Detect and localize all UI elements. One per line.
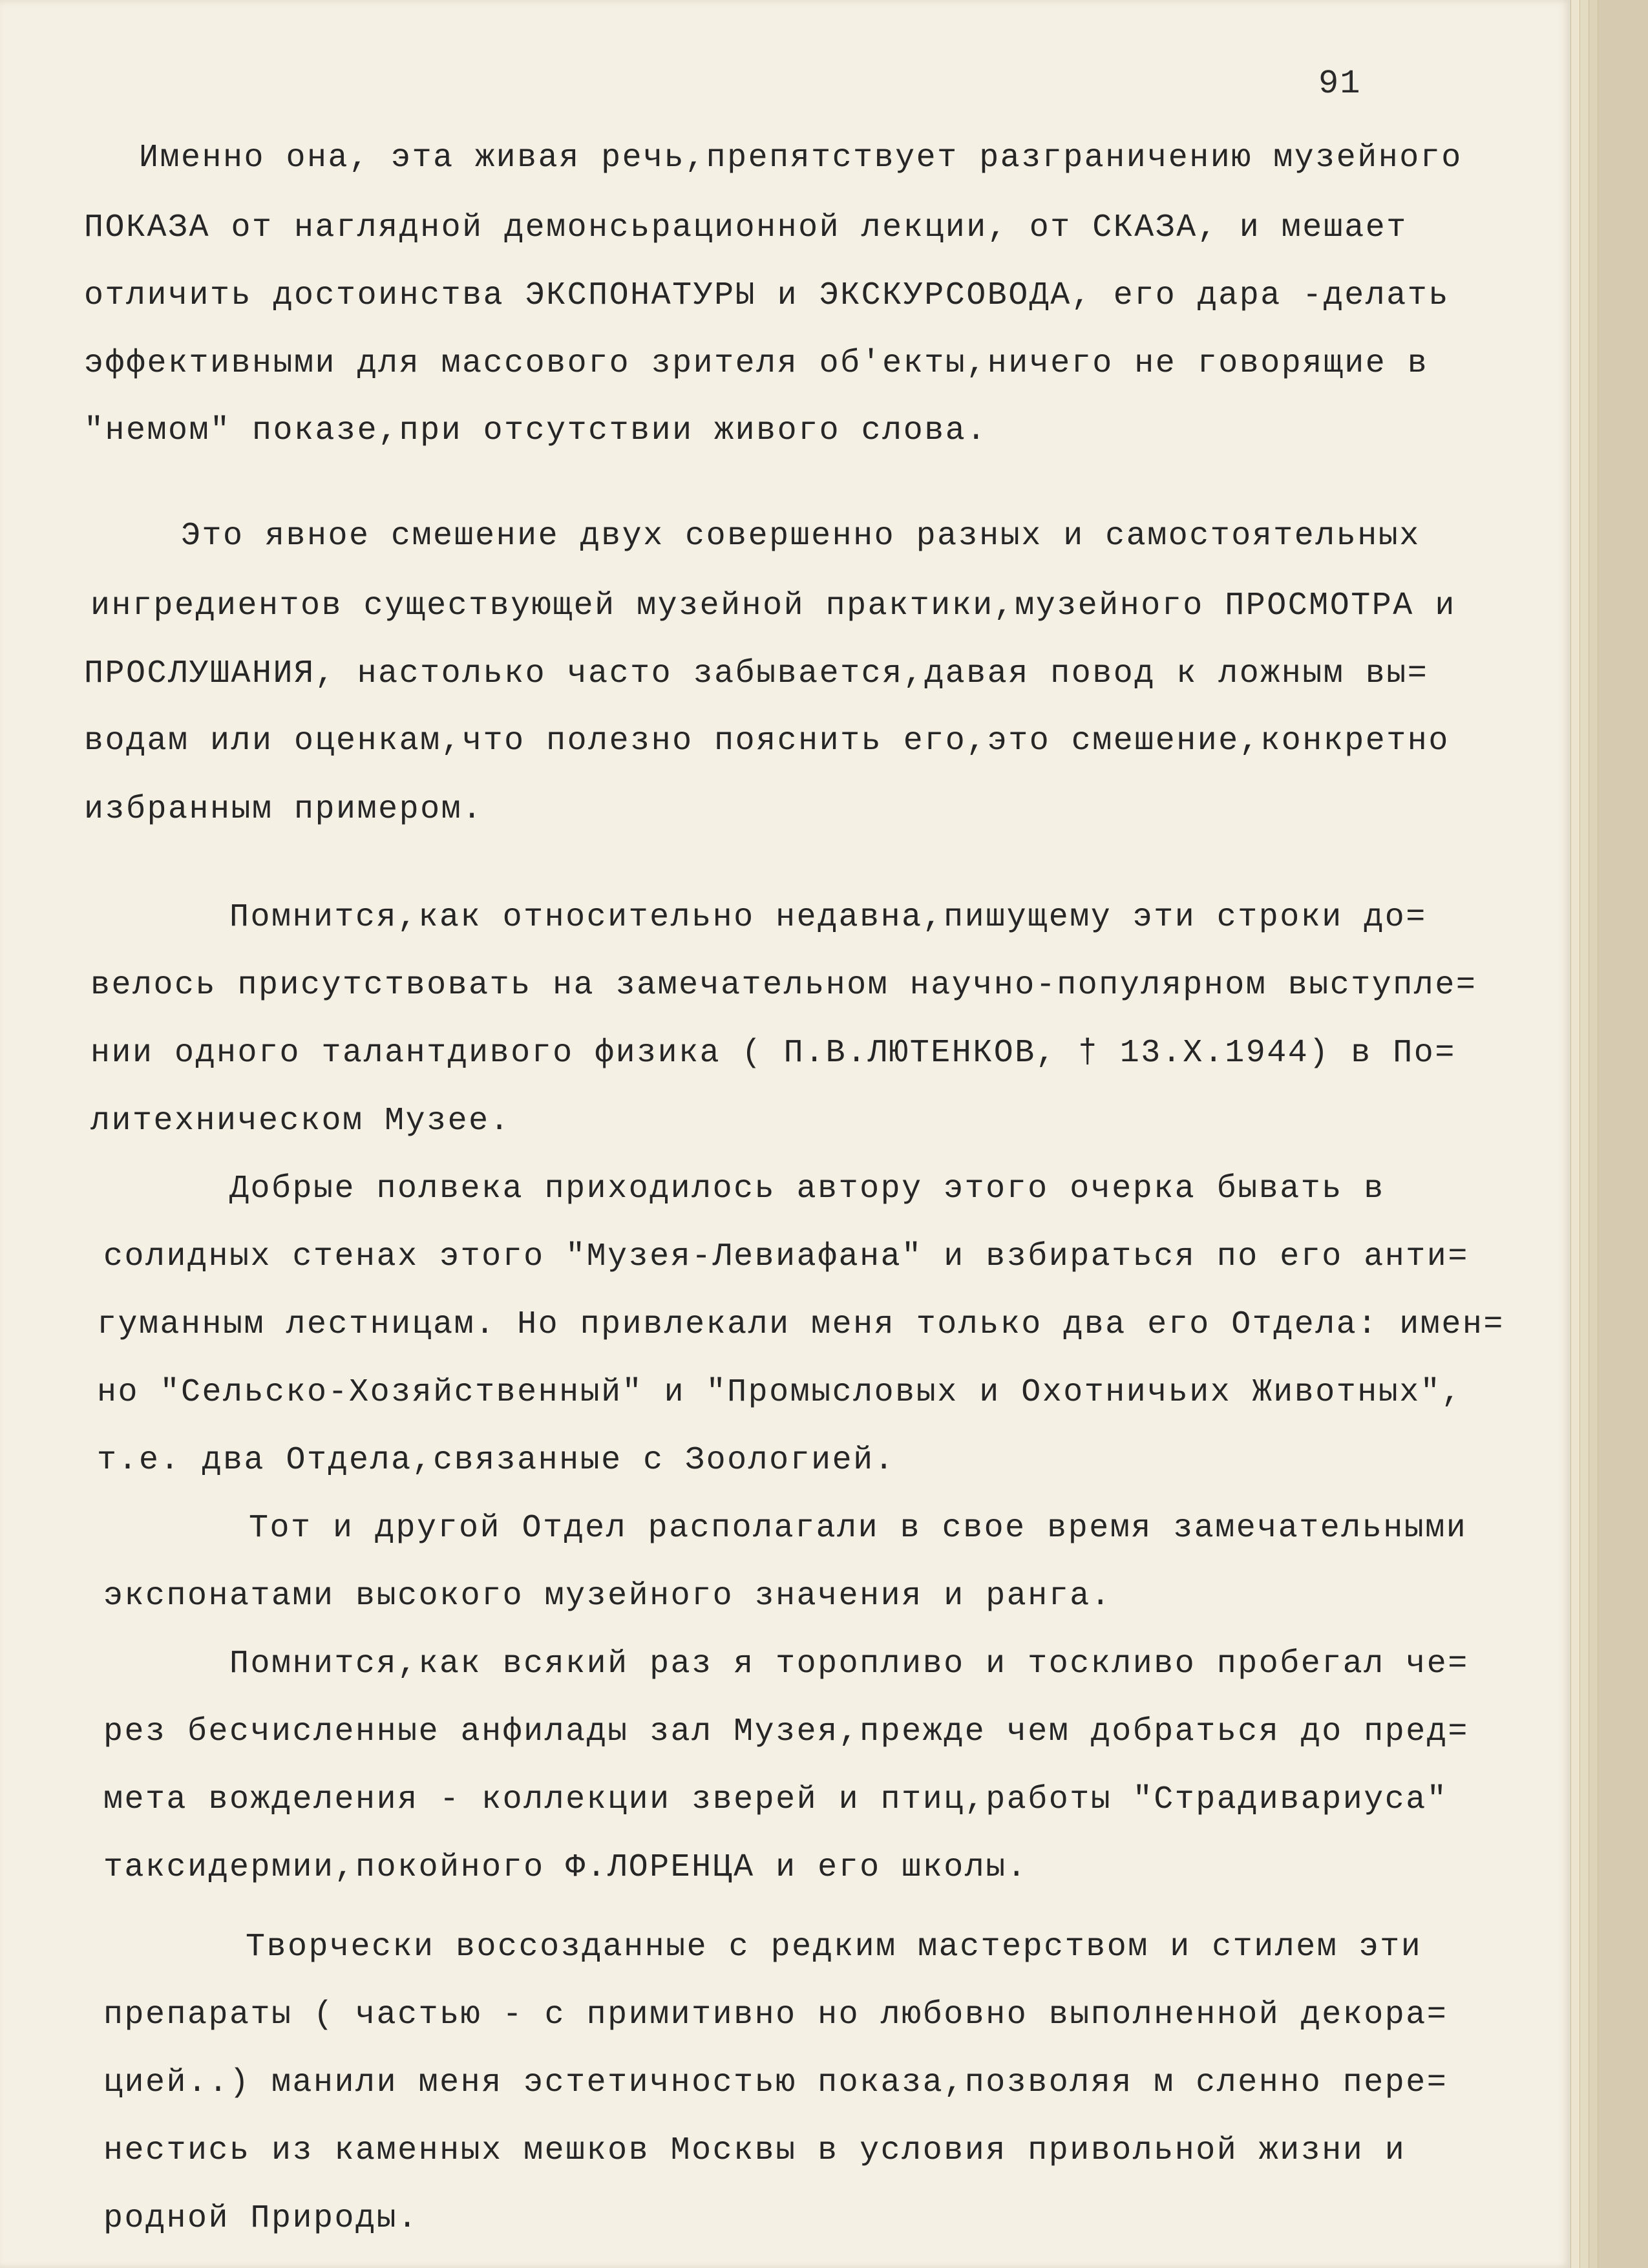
text-line: солидных стенах этого "Музея-Левиафана" и взбираться по его анти=	[103, 1238, 1469, 1275]
page-number: 91	[1318, 65, 1362, 103]
text-line: цией..) манили меня эстетичностью показа,позволяя м сленно пере=	[103, 2064, 1448, 2101]
text-line: велось присутствовать на замечательном научно-популярном выступле=	[90, 967, 1477, 1004]
page-edge	[1579, 0, 1589, 2268]
text-line: Творчески воссозданные с редким мастерством и стилем эти	[246, 1929, 1422, 1966]
text-line: родной Природы.	[103, 2200, 419, 2237]
text-line: т.е. два Отдела,связанные с Зоологией.	[97, 1442, 896, 1479]
text-line: но "Сельско-Хозяйственный" и "Промысловых и Охотничьих Животных",	[97, 1374, 1463, 1411]
text-line: избранным примером.	[84, 791, 483, 828]
text-line: водам или оценкам,что полезно пояснить его,это смешение,конкретно	[84, 723, 1450, 759]
text-line: нии одного талантдивого физика ( П.В.ЛЮТЕНКОВ, † 13.Х.1944) в По=	[90, 1035, 1456, 1072]
page-edge	[1598, 0, 1648, 2268]
text-line: Добрые полвека приходилось автору этого очерка бывать в	[229, 1171, 1385, 1207]
text-line: препараты ( частью - с примитивно но любовно выполненной декора=	[103, 1997, 1448, 2033]
text-line: гуманным лестницам. Но привлекали меня только два его Отдела: имен=	[97, 1306, 1505, 1343]
text-line: Это явное смешение двух совершенно разных и самостоятельных	[181, 518, 1421, 555]
text-line: Помнится,как всякий раз я торопливо и тоскливо пробегал че=	[229, 1646, 1469, 1682]
text-line: Именно она, эта живая речь,препятствует разграничению музейного	[139, 140, 1463, 176]
text-line: литехническом Музее.	[90, 1103, 511, 1139]
text-line: ПОКАЗА от наглядной демонсьрационной лекции, от СКАЗА, и мешает	[84, 209, 1408, 246]
text-line: Тот и другой Отдел располагали в свое время замечательными	[249, 1510, 1468, 1547]
text-line: ПРОСЛУШАНИЯ, настолько часто забывается,давая повод к ложным вы=	[84, 655, 1429, 692]
page-edge	[1589, 0, 1598, 2268]
text-line: мета вожделения - коллекции зверей и птиц,работы "Страдивариуса"	[103, 1781, 1448, 1818]
text-line: ингредиентов существующей музейной практики,музейного ПРОСМОТРА и	[90, 588, 1456, 624]
text-line: нестись из каменных мешков Москвы в условия привольной жизни и	[103, 2132, 1406, 2169]
text-line: эффективными для массового зрителя об'екты,ничего не говорящие в	[84, 345, 1429, 382]
text-line: таксидермии,покойного Ф.ЛОРЕНЦА и его школы.	[103, 1849, 1028, 1886]
text-line: "немом" показе,при отсутствии живого слова.	[84, 412, 988, 449]
page-edge	[1570, 0, 1580, 2268]
text-line: рез бесчисленные анфилады зал Музея,прежде чем добраться до пред=	[103, 1713, 1469, 1750]
text-line: экспонатами высокого музейного значения и ранга.	[103, 1578, 1112, 1615]
text-line: Помнится,как относительно недавна,пишущему эти строки до=	[229, 899, 1427, 936]
text-line: отличить достоинства ЭКСПОНАТУРЫ и ЭКСКУРСОВОДА, его дара -делать	[84, 277, 1450, 314]
